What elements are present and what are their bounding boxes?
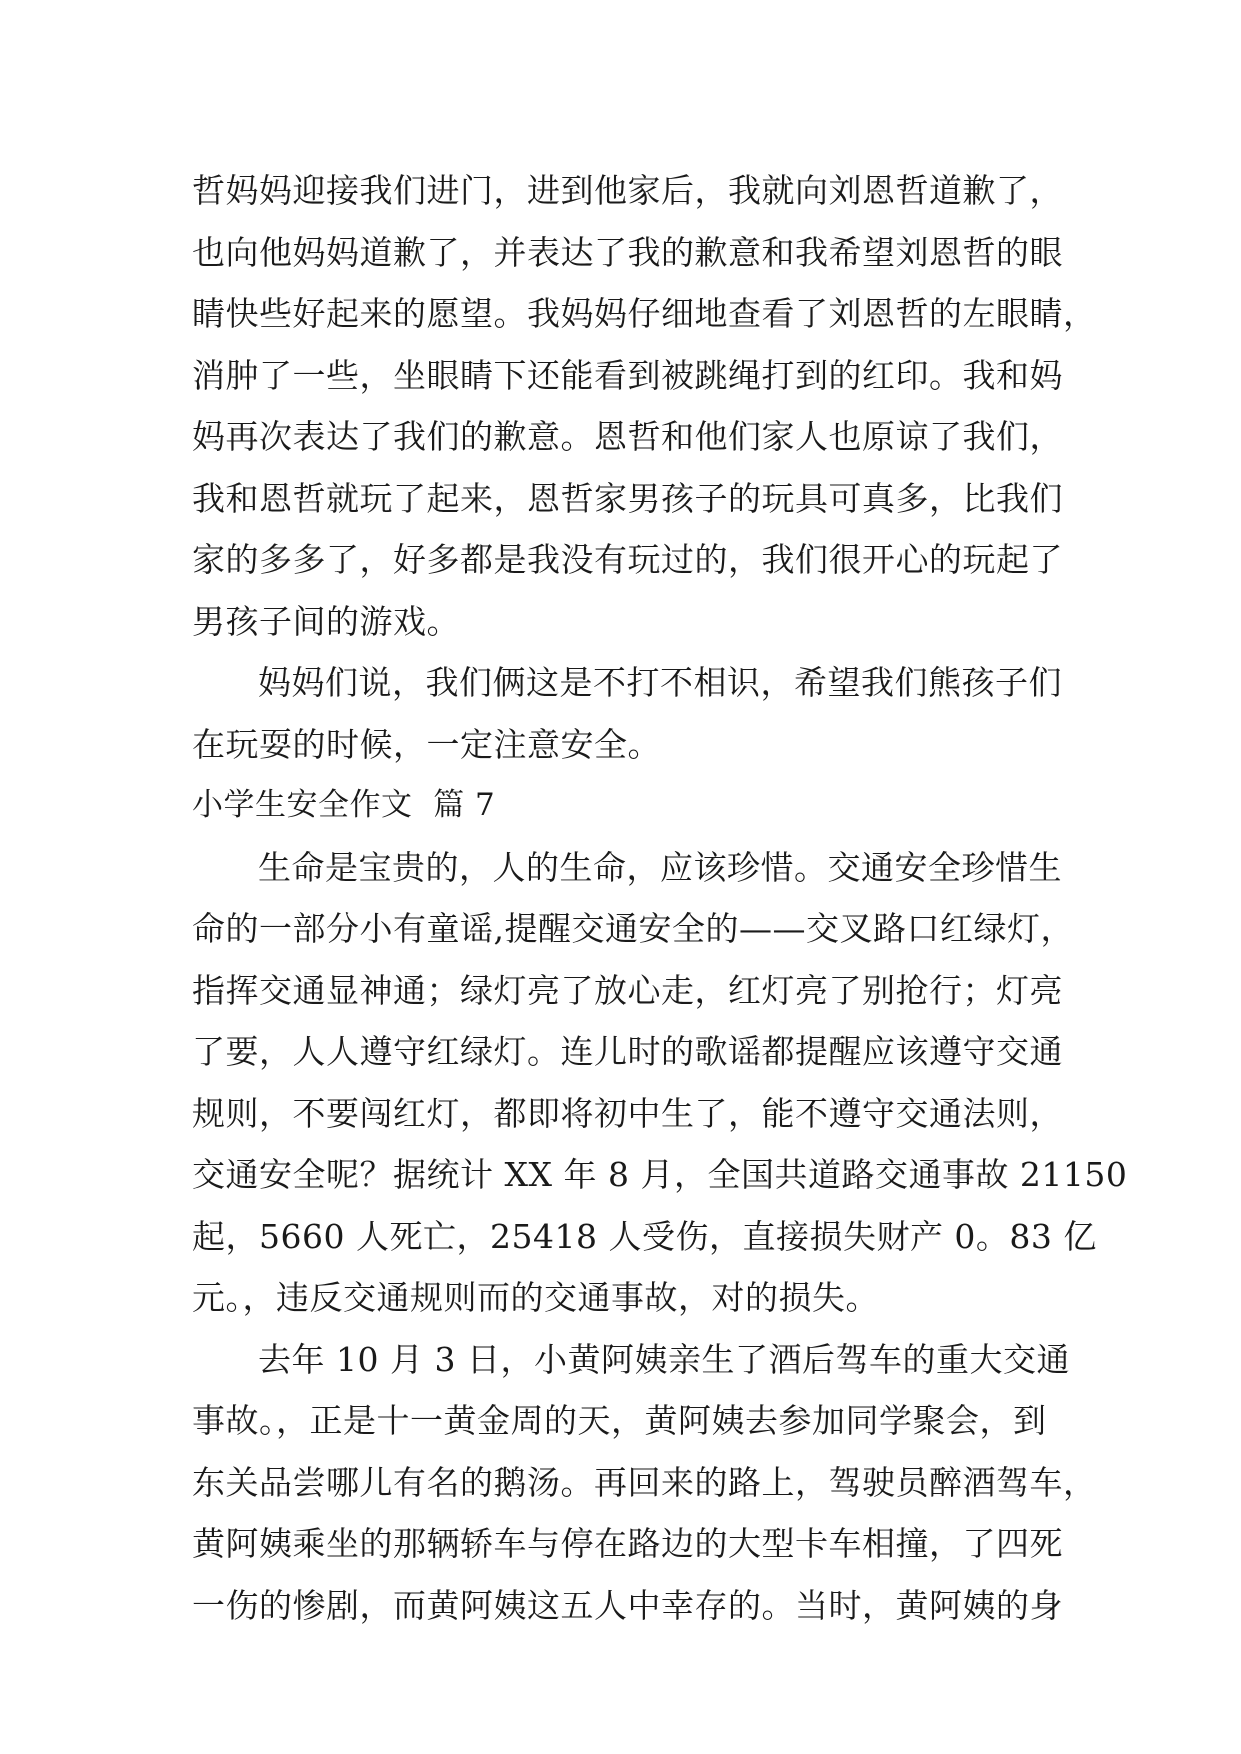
text-line: 睛快些好起来的愿望。我妈妈仔细地查看了刘恩哲的左眼睛， (192, 294, 1097, 333)
text-line: 起，5660 人死亡，25418 人受伤，直接损失财产 0。83 亿 (192, 1216, 1097, 1256)
text-line: 也向他妈妈道歉了，并表达了我的歉意和我希望刘恩哲的眼 (192, 232, 1063, 272)
text-line: 家的多多了，好多都是我没有玩过的，我们很开心的玩起了 (192, 540, 1063, 579)
paragraph-first-line: 妈妈们说，我们俩这是不打不相识，希望我们熊孩子们 (258, 663, 1062, 702)
text-line: 消肿了一些，坐眼睛下还能看到被跳绳打到的红印。我和妈 (192, 355, 1063, 395)
section-heading: 小学生安全作文 篇 7 (192, 787, 496, 823)
document-body (192, 160, 1128, 1636)
text-line: 一伤的惨剧，而黄阿姨这五人中幸存的。当时，黄阿姨的身 (192, 1585, 1063, 1625)
text-line: 元。，违反交通规则而的交通事故，对的损失。 (192, 1278, 879, 1317)
text-line: 指挥交通显神通；绿灯亮了放心走，红灯亮了别抢行；灯亮 (192, 970, 1063, 1010)
text-line: 交通安全呢？据统计 XX 年 8 月，全国共道路交通事故 21150 (192, 1155, 1128, 1194)
text-line: 事故。，正是十一黄金周的天，黄阿姨去参加同学聚会，到 (192, 1401, 1047, 1440)
text-line: 我和恩哲就玩了起来，恩哲家男孩子的玩具可真多，比我们 (192, 478, 1063, 518)
text-line: 命的一部分小有童谣,提醒交通安全的——交叉路口红绿灯， (192, 909, 1074, 948)
text-line: 东关品尝哪儿有名的鹅汤。再回来的路上，驾驶员醉酒驾车， (192, 1462, 1097, 1502)
text-line: 规则，不要闯红灯，都即将初中生了，能不遵守交通法则， (192, 1093, 1063, 1133)
paragraph-first-line: 生命是宝贵的，人的生命，应该珍惜。交通安全珍惜生 (258, 847, 1062, 887)
text-line: 男孩子间的游戏。 (192, 601, 460, 641)
text-line: 哲妈妈迎接我们进门，进到他家后，我就向刘恩哲道歉了， (192, 171, 1063, 210)
text-line: 在玩耍的时候，一定注意安全。 (192, 724, 661, 764)
text-line: 黄阿姨乘坐的那辆轿车与停在路边的大型卡车相撞，了四死 (192, 1524, 1063, 1563)
text-line: 了要，人人遵守红绿灯。连儿时的歌谣都提醒应该遵守交通 (192, 1032, 1063, 1071)
paragraph-first-line: 去年 10 月 3 日，小黄阿姨亲生了酒后驾车的重大交通 (258, 1339, 1070, 1379)
text-line: 妈再次表达了我们的歉意。恩哲和他们家人也原谅了我们， (192, 417, 1063, 456)
